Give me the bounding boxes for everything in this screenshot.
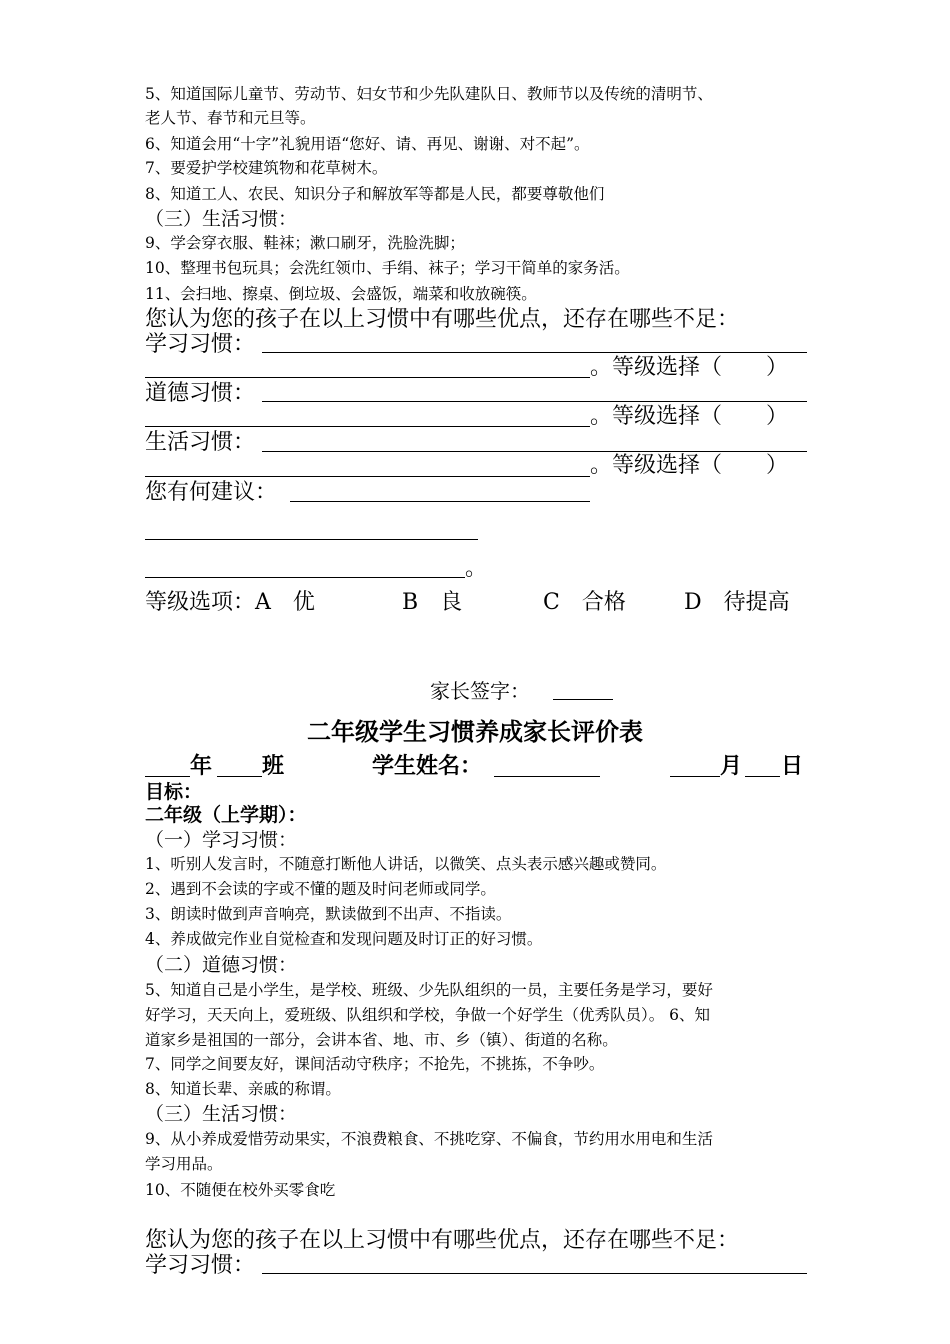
moral2-item-5a: 5、知道自己是小学生，是学校、班级、少先队组织的一员，主要任务是学习，要好 [145, 981, 713, 999]
moral-habit-input-line1[interactable] [262, 401, 807, 402]
life-habits-heading: （三）生活习惯： [145, 208, 298, 230]
parent-signature-input[interactable] [553, 699, 613, 700]
life-grade-select[interactable]: 。等级选择（ ） [590, 453, 789, 478]
month-label: 月 [720, 754, 743, 779]
day-input[interactable] [745, 776, 780, 777]
life2-item-9b: 学习用品。 [145, 1155, 223, 1173]
study-item-1: 1、听别人发言时，不随意打断他人讲话，以微笑、点头表示感兴趣或赞同。 [145, 855, 667, 873]
moral2-item-7: 7、同学之间要友好，课间活动守秩序；不抢先，不挑拣，不争吵。 [145, 1055, 605, 1073]
class-label: 班 [262, 754, 285, 779]
study-item-4: 4、养成做完作业自觉检查和发现问题及时订正的好习惯。 [145, 930, 543, 948]
day-label: 日 [781, 754, 804, 779]
life-item-11: 11、会扫地、擦桌、倒垃圾、会盛饭，端菜和收放碗筷。 [145, 285, 537, 303]
study-habit-input-2[interactable] [262, 1273, 807, 1274]
suggestion-input-line3[interactable] [145, 577, 465, 578]
evaluation-question: 您认为您的孩子在以上习惯中有哪些优点，还存在哪些不足： [145, 307, 740, 332]
form-title: 二年级学生习惯养成家长评价表 [307, 718, 643, 746]
study-habit-label: 学习习惯： [145, 332, 256, 357]
grade-option-c: C 合格 [543, 590, 626, 615]
moral2-item-6: 道家乡是祖国的一部分，会讲本省、地、市、乡（镇）、街道的名称。 [145, 1031, 618, 1049]
suggestion-label: 您有何建议： [145, 480, 278, 505]
suggestion-input-line2[interactable] [145, 539, 478, 540]
grade-option-b: B 良 [402, 590, 463, 615]
life2-habits-heading: （三）生活习惯： [145, 1103, 298, 1125]
student-name-input[interactable] [494, 776, 600, 777]
goal-label: 目标： [145, 781, 203, 803]
year-label: 年 [190, 754, 213, 779]
study-habit-input-line2[interactable] [145, 377, 590, 378]
life-item-10: 10、整理书包玩具；会洗红领巾、手绢、袜子；学习干简单的家务活。 [145, 259, 630, 277]
moral-habits-heading: （二）道德习惯： [145, 954, 298, 976]
grade-option-d: D 待提高 [684, 590, 790, 615]
parent-signature-label: 家长签字： [430, 679, 530, 703]
life-habit-input-line2[interactable] [145, 476, 590, 477]
life2-item-9a: 9、从小养成爱惜劳动果实，不浪费粮食、不挑吃穿、不偏食，节约用水用电和生活 [145, 1130, 713, 1148]
study-item-2: 2、遇到不会读的字或不懂的题及时问老师或同学。 [145, 880, 496, 898]
moral-grade-select[interactable]: 。等级选择（ ） [590, 404, 789, 429]
student-name-label: 学生姓名： [372, 754, 483, 779]
moral-item-7: 7、要爱护学校建筑物和花草树木。 [145, 159, 388, 177]
moral-habit-label: 道德习惯： [145, 381, 256, 406]
moral2-item-5b: 好学习，天天向上，爱班级、队组织和学校，争做一个好学生（优秀队员）。 6、知 [145, 1006, 711, 1024]
semester-heading: 二年级（上学期）： [145, 804, 307, 826]
moral-habit-input-line2[interactable] [145, 426, 590, 427]
study-grade-select[interactable]: 。等级选择（ ） [590, 355, 789, 380]
moral-item-8: 8、知道工人、农民、知识分子和解放军等都是人民，都要尊敬他们 [145, 185, 605, 203]
moral2-item-8: 8、知道长辈、亲戚的称谓。 [145, 1080, 341, 1098]
study-habit-input-line1[interactable] [262, 352, 807, 353]
suggestion-input-line1[interactable] [290, 501, 590, 502]
life2-item-10: 10、不随便在校外买零食吃 [145, 1181, 336, 1199]
evaluation-question-2: 您认为您的孩子在以上习惯中有哪些优点，还存在哪些不足： [145, 1228, 740, 1253]
life-item-9: 9、学会穿衣服、鞋袜；漱口刷牙，洗脸洗脚； [145, 234, 465, 252]
year-input[interactable] [145, 776, 190, 777]
life-habit-label: 生活习惯： [145, 430, 256, 455]
suggestion-period: 。 [465, 556, 488, 581]
life-habit-input-line1[interactable] [262, 451, 807, 452]
study-habits-heading: （一）学习习惯： [145, 829, 298, 851]
study-habit-label-2: 学习习惯： [145, 1253, 256, 1278]
moral-item-5b: 老人节、春节和元旦等。 [145, 109, 316, 127]
grade-option-a: 等级选项：A 优 [145, 590, 315, 615]
month-input[interactable] [670, 776, 720, 777]
moral-item-6: 6、知道会用“十字”礼貌用语“您好、请、再见、谢谢、对不起”。 [145, 135, 590, 153]
moral-item-5a: 5、知道国际儿童节、劳动节、妇女节和少先队建队日、教师节以及传统的清明节、 [145, 85, 713, 103]
study-item-3: 3、朗读时做到声音响亮，默读做到不出声、不指读。 [145, 905, 512, 923]
class-input[interactable] [217, 776, 262, 777]
